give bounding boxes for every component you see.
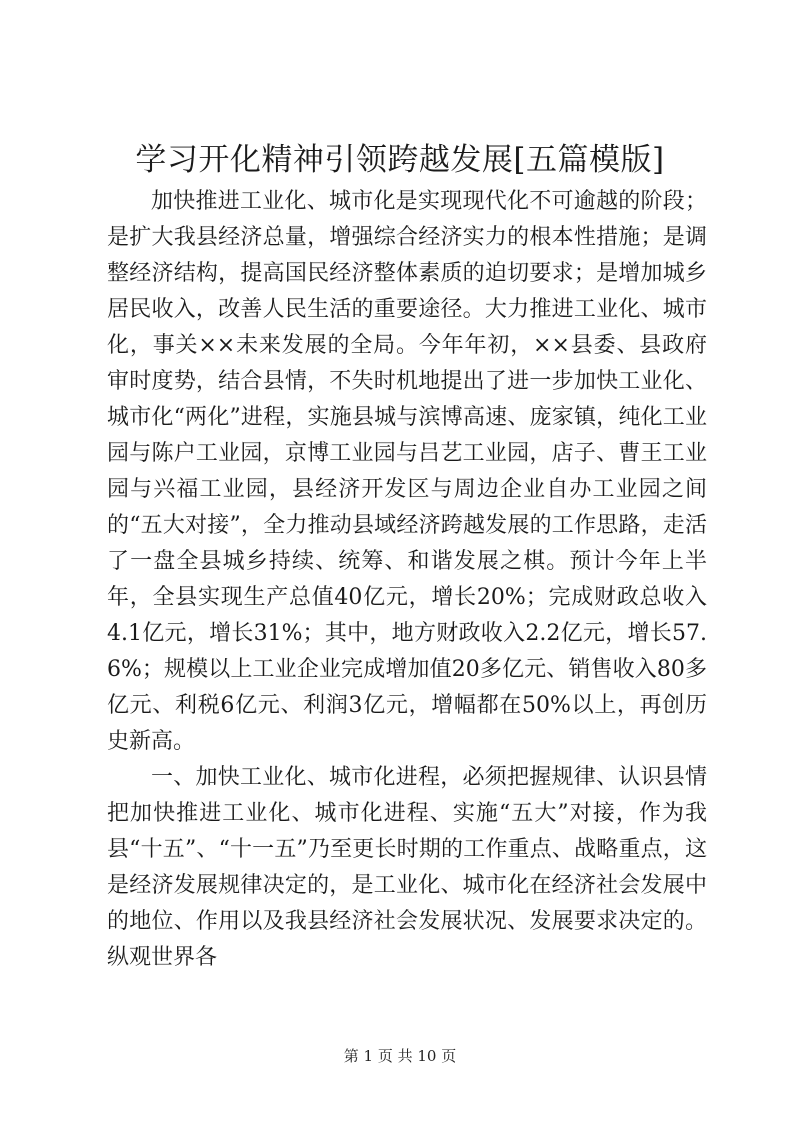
paragraph-intro: 加快推进工业化、城市化是实现现代化不可逾越的阶段；是扩大我县经济总量，增强综合经济实力的根本性措施；是调整经济结构，提高国民经济整体素质的迫切要求；是增加城乡居民收入，改善人民生活的重要途径。大力推进工业化、城市化，事关××未来发展的全局。今年年初，××县委、县政府审时度势，结合县情，不失时机地提出了进一步加快工业化、城市化“两化”进程，实施县城与滨博高速、庞家镇，纯化工业园与陈户工业园，京博工业园与吕艺工业园，店子、曹王工业园与兴福工业园，县经济开发区与周边企业自办工业园之间的“五大对接”，全力推动县域经济跨越发展的工作思路，走活了一盘全县城乡持续、统筹、和谐发展之棋。预计今年上半年，全县实现生产总值40亿元，增长20%；完成财政总收入4.1亿元，增长31%；其中，地方财政收入2.2亿元，增长57.6%；规模以上工业企业完成增加值20多亿元、销售收入80多亿元、利税6亿元、利润3亿元，增幅都在50%以上，再创历史新高。 (107, 189, 707, 754)
paragraph-section-one: 一、加快工业化、城市化进程，必须把握规律、认识县情把加快推进工业化、城市化进程、实施“五大”对接，作为我县“十五”、“十一五”乃至更长时期的工作重点、战略重点，这是经济发展规律决定的，是工业化、城市化在经济社会发展中的地位、作用以及我县经济社会发展状况、发展要求决定的。纵观世界各 (107, 765, 707, 970)
page-footer: 第 1 页 共 10 页 (343, 1047, 457, 1065)
document-title: 学习开化精神引领跨越发展[五篇模版] (135, 142, 665, 178)
document-body (107, 184, 707, 976)
